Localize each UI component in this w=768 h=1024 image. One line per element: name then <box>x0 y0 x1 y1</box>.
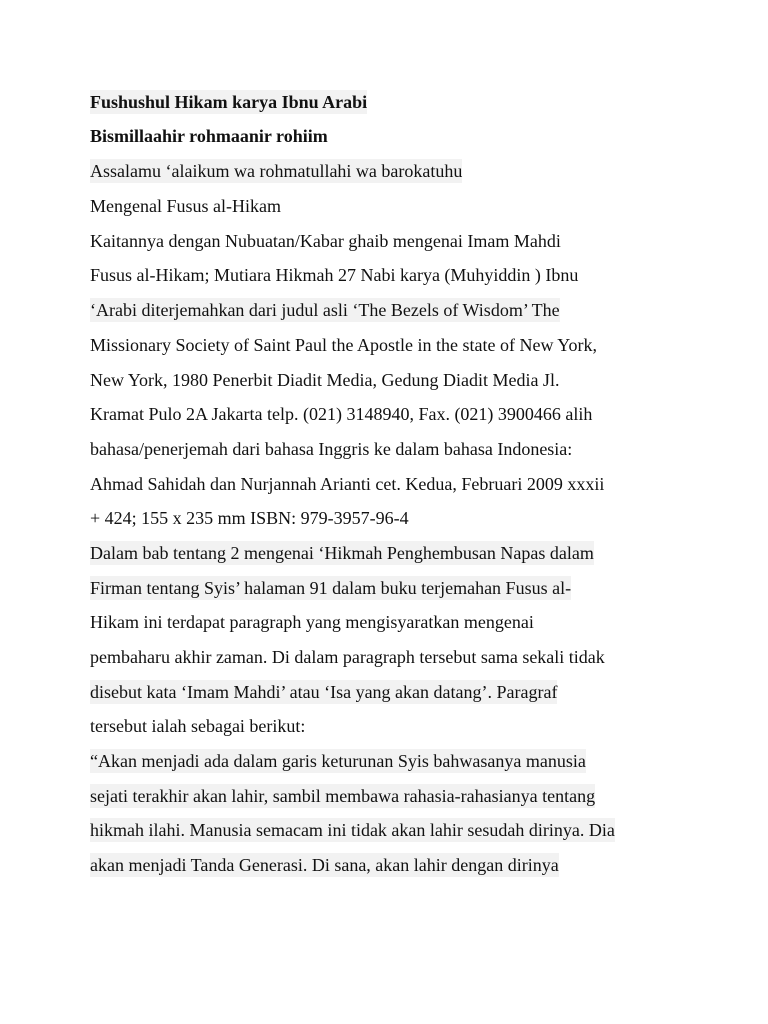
body-line: Fusus al-Hikam; Mutiara Hikmah 27 Nabi karya (Muhyiddin ) Ibnu <box>90 265 579 285</box>
document-title: Fushushul Hikam karya Ibnu Arabi <box>90 92 368 112</box>
body-line: bahasa/penerjemah dari bahasa Inggris ke dalam bahasa Indonesia: <box>90 439 573 459</box>
body-line: tersebut ialah sebagai berikut: <box>90 716 306 736</box>
body-line: New York, 1980 Penerbit Diadit Media, Gedung Diadit Media Jl. <box>90 370 560 390</box>
body-line: Firman tentang Syis’ halaman 91 dalam buku terjemahan Fusus al- <box>90 578 572 598</box>
salam-line: Assalamu ‘alaikum wa rohmatullahi wa barokatuhu <box>90 161 463 181</box>
body-line: akan menjadi Tanda Generasi. Di sana, akan lahir dengan dirinya <box>90 855 559 875</box>
body-line: “Akan menjadi ada dalam garis keturunan Syis bahwasanya manusia <box>90 751 586 771</box>
body-line: hikmah ilahi. Manusia semacam ini tidak akan lahir sesudah dirinya. Dia <box>90 820 615 840</box>
body-line: Dalam bab tentang 2 mengenai ‘Hikmah Penghembusan Napas dalam <box>90 543 594 563</box>
body-line: Missionary Society of Saint Paul the Apostle in the state of New York, <box>90 335 597 355</box>
body-line: pembaharu akhir zaman. Di dalam paragraph tersebut sama sekali tidak <box>90 647 605 667</box>
body-line: sejati terakhir akan lahir, sambil membawa rahasia-rahasianya tentang <box>90 786 596 806</box>
body-line: Hikam ini terdapat paragraph yang mengisyaratkan mengenai <box>90 612 534 632</box>
body-line: Kramat Pulo 2A Jakarta telp. (021) 3148940, Fax. (021) 3900466 alih <box>90 404 593 424</box>
body-line: disebut kata ‘Imam Mahdi’ atau ‘Isa yang akan datang’. Paragraf <box>90 682 558 702</box>
subtitle-line: Mengenal Fusus al-Hikam <box>90 196 281 216</box>
body-line: Kaitannya dengan Nubuatan/Kabar ghaib mengenai Imam Mahdi <box>90 231 561 251</box>
body-line: ‘Arabi diterjemahkan dari judul asli ‘The Bezels of Wisdom’ The <box>90 300 560 320</box>
body-line: + 424; 155 x 235 mm ISBN: 979-3957-96-4 <box>90 508 409 528</box>
body-line: Ahmad Sahidah dan Nurjannah Arianti cet. Kedua, Februari 2009 xxxii <box>90 474 605 494</box>
bismillah-line: Bismillaahir rohmaanir rohiim <box>90 126 328 146</box>
